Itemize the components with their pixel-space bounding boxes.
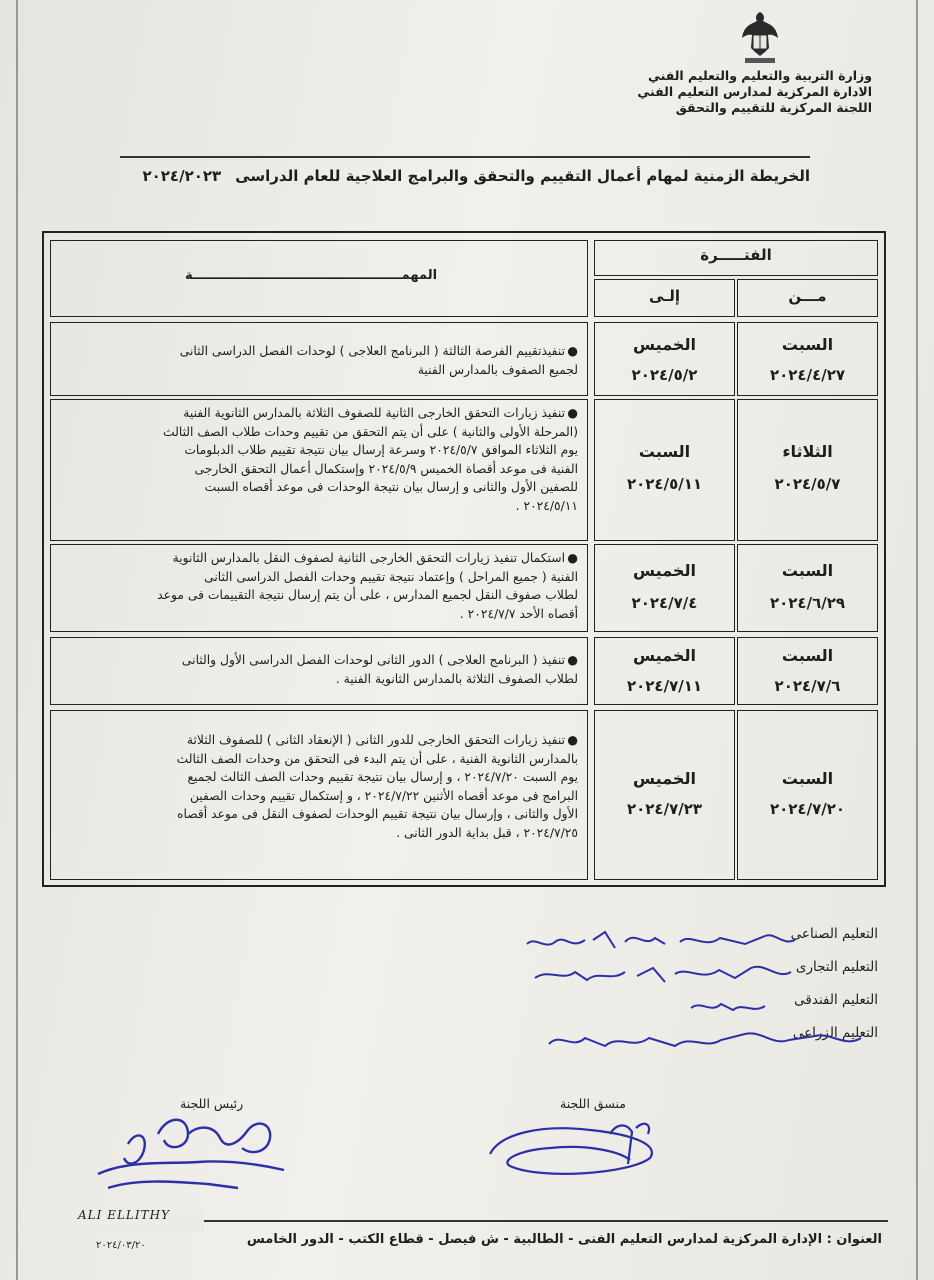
approval-hotel: التعليم الفندقى <box>794 992 878 1008</box>
from-date: الثلاثاء ٢٠٢٤/٥/٧ <box>774 442 841 493</box>
task-header: المهمـــــــــــــــــــــــــــــــــــــــــــــــة <box>184 268 438 283</box>
from-date: السبت ٢٠٢٤/٧/٦ <box>774 646 841 695</box>
from-date: السبت ٢٠٢٤/٤/٢٧ <box>769 335 846 384</box>
to-date: الخميس ٢٠٢٤/٧/٤ <box>631 561 698 612</box>
to-date: الخميس ٢٠٢٤/٥/٢ <box>631 335 698 384</box>
period-header: الفتـــــرة <box>700 246 772 264</box>
chair-signature <box>88 1104 298 1204</box>
coordinator-label: منسق اللجنة <box>560 1096 626 1111</box>
to-date: السبت ٢٠٢٤/٥/١١ <box>626 442 703 493</box>
footer-date: ٢٠٢٤/٠٣/٢٠ <box>96 1240 146 1251</box>
handwritten-approvals <box>515 922 885 1062</box>
approval-industrial: التعليم الصناعى <box>790 926 878 942</box>
header-ministry: وزارة التربية والتعليم والتعليم الفني <box>647 68 872 83</box>
page-edge-right <box>916 0 918 1280</box>
title-rule <box>120 156 810 158</box>
ministry-header <box>542 68 872 116</box>
chair-label: رئيس اللجنة <box>180 1096 244 1111</box>
approval-commercial: التعليم التجارى <box>795 959 878 975</box>
eagle-emblem-icon <box>737 8 783 66</box>
footer-address: العنوان : الإدارة المركزية لمدارس التعليم الفنى - الطالبية - ش فيصل - قطاع الكتب - الدور الخامس <box>246 1232 882 1247</box>
to-date: الخميس ٢٠٢٤/٧/١١ <box>626 646 703 695</box>
chair-name: ALI ELLITHY <box>78 1208 171 1222</box>
task-text: ●تنفيذ زيارات التحقق الخارجى الثانية للصفوف الثلاثة بالمدارس الثانوية الفنية (المرحلة الأولى والثانية ) على أن يتم التحقق من تقييم وحدات طلاب الصف الثالث يوم الثلاثاء الموافق ٢٠٢٤/٥/٧ وسرعة إرسال بيان نتيجة تقييم طلاب الدبلومات الفنية فى موعد أقصاة الخميس ٢٠٢٤/٥/٩ وإستكمال أعمال التحقق الخارجى للصفين الأول والثانى و إرسال بيان نتيجة الوحدات فى موعد أقصاه السبت ٢٠٢٤/٥/١١ . <box>163 406 578 513</box>
task-text: ●تنفيذ ( البرنامج العلاجى ) الدور الثانى لوحدات الفصل الدراسى الأول والثانى لطلاب الصفوف الثلاثة بالمدارس الثانوية الفنية . <box>181 653 578 686</box>
from-date: السبت ٢٠٢٤/٦/٢٩ <box>769 561 846 612</box>
from-header: مـــن <box>788 287 827 305</box>
title-text: الخريطة الزمنية لمهام أعمال التقييم والتحقق والبرامج العلاجية للعام الدراسى <box>235 167 810 185</box>
page-edge-left <box>16 0 18 1280</box>
to-date: الخميس ٢٠٢٤/٧/٢٣ <box>626 769 703 818</box>
task-text: ●تنفيذ زيارات التحقق الخارجى للدور الثانى ( الإنعقاد الثانى ) للصفوف الثلاثة بالمدارس الثانوية الفنية ، على أن يتم البدء فى التحقق من وحدات الصف الثالث يوم السبت ٢٠٢٤/٧/٢٠ ، و إرسال بيان نتيجة تقييم وحدات الصف الثالث لجميع البرامج فى موعد أقصاه الأثنين ٢٠٢٤/٧/٢٢ ، و إستكمال تقييم وحدات الصفين الأول والثانى ، وإرسال بيان نتيجة تقييم الوحدات لصفوف النقل فى موعد أقصاه ٢٠٢٤/٧/٢٥ ، قبل بداية الدور الثانى . <box>176 733 578 840</box>
header-central-admin: الادارة المركزية لمدارس التعليم الفني <box>637 84 872 99</box>
task-text: ●استكمال تنفيذ زيارات التحقق الخارجى الثانية لصفوف النقل بالمدارس الثانوية الفنية ( جميع المراحل ) وإعتماد نتيجة تقييم وحدات الفصل الدراسى الثانى لطلاب صفوف النقل لجميع المدارس ، على أن يتم إرسال نتيجة التقييمات فى موعد أقصاه الأحد ٢٠٢٤/٧/٧ . <box>157 551 578 621</box>
document-title <box>100 167 810 185</box>
header-committee: اللجنة المركزية للتقييم والتحقق <box>675 100 872 115</box>
from-date: السبت ٢٠٢٤/٧/٢٠ <box>769 769 846 818</box>
title-year: ٢٠٢٤/٢٠٢٣ <box>142 167 222 185</box>
approval-agricultural: التعليم الزراعى <box>792 1025 878 1041</box>
to-header: إلـى <box>648 287 681 305</box>
task-text: ●تنفيذتقييم الفرصة الثالثة ( البرنامج العلاجى ) لوحدات الفصل الدراسى الثانى لجميع الصفوف بالمدارس الفنية <box>179 344 578 377</box>
coordinator-signature <box>480 1104 680 1184</box>
